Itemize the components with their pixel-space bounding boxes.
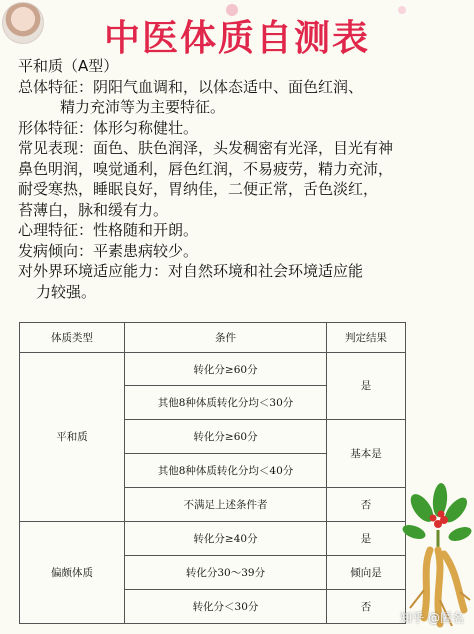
common-line: 耐受寒热，睡眠良好，胃纳佳，二便正常，舌色淡红， <box>18 180 379 198</box>
table-header: 体质类型 <box>20 323 125 353</box>
type-line: 平和质（A型） <box>18 57 119 75</box>
adapt-line: 对外界环境适应能力：对自然环境和社会环境适应能 <box>18 262 364 280</box>
description-text <box>18 56 468 302</box>
table-cell-cond: 转化分＜30分 <box>125 590 327 624</box>
table-cell-result: 是 <box>327 352 406 420</box>
table-cell-type: 偏颇体质 <box>20 522 125 624</box>
common-line: 苔薄白，脉和缓有力。 <box>18 200 169 219</box>
shape-line: 形体特征：体形匀称健壮。 <box>18 118 199 137</box>
table-cell-cond: 转化分≥60分 <box>125 420 327 454</box>
common-line: 鼻色明润，嗅觉通利，唇色红润，不易疲劳，精力充沛， <box>18 159 394 178</box>
table-cell-result: 倾向是 <box>327 556 406 590</box>
mental-line: 心理特征：性格随和开朗。 <box>18 221 199 239</box>
overall-line: 精力充沛等为主要特征。 <box>60 98 226 116</box>
ginseng-plant-illustration <box>400 480 472 630</box>
table-cell-result: 否 <box>327 488 406 522</box>
criteria-table <box>19 322 406 624</box>
table-header: 条件 <box>125 323 327 353</box>
table-header: 判定结果 <box>327 323 406 353</box>
table-cell-cond: 转化分≥40分 <box>125 522 327 556</box>
table-cell-result: 是 <box>327 522 406 556</box>
watermark: 知乎 @匿名 <box>400 611 464 625</box>
table-cell-cond: 转化分30～39分 <box>125 556 327 590</box>
table-cell-result: 基本是 <box>327 420 406 488</box>
disease-line: 发病倾向：平素患病较少。 <box>18 241 199 260</box>
table-cell-result: 否 <box>327 590 406 624</box>
table-row <box>20 352 406 386</box>
table-cell-cond: 转化分≥60分 <box>125 352 327 386</box>
overall-line: 总体特征：阴阳气血调和，以体态适中、面色红润、 <box>18 77 364 96</box>
page-title: 中医体质自测表 <box>103 18 370 59</box>
table-cell-type: 平和质 <box>20 352 125 522</box>
table-cell-cond: 其他8种体质转化分均＜40分 <box>125 454 327 488</box>
table-cell-cond: 其他8种体质转化分均＜30分 <box>125 386 327 420</box>
adapt-line: 力较强。 <box>36 282 97 301</box>
table-header-row <box>20 323 406 353</box>
table-cell-cond: 不满足上述条件者 <box>125 488 327 522</box>
common-line: 常见表现：面色、肤色润泽，头发稠密有光泽，目光有神 <box>18 139 394 157</box>
table-row <box>20 522 406 556</box>
